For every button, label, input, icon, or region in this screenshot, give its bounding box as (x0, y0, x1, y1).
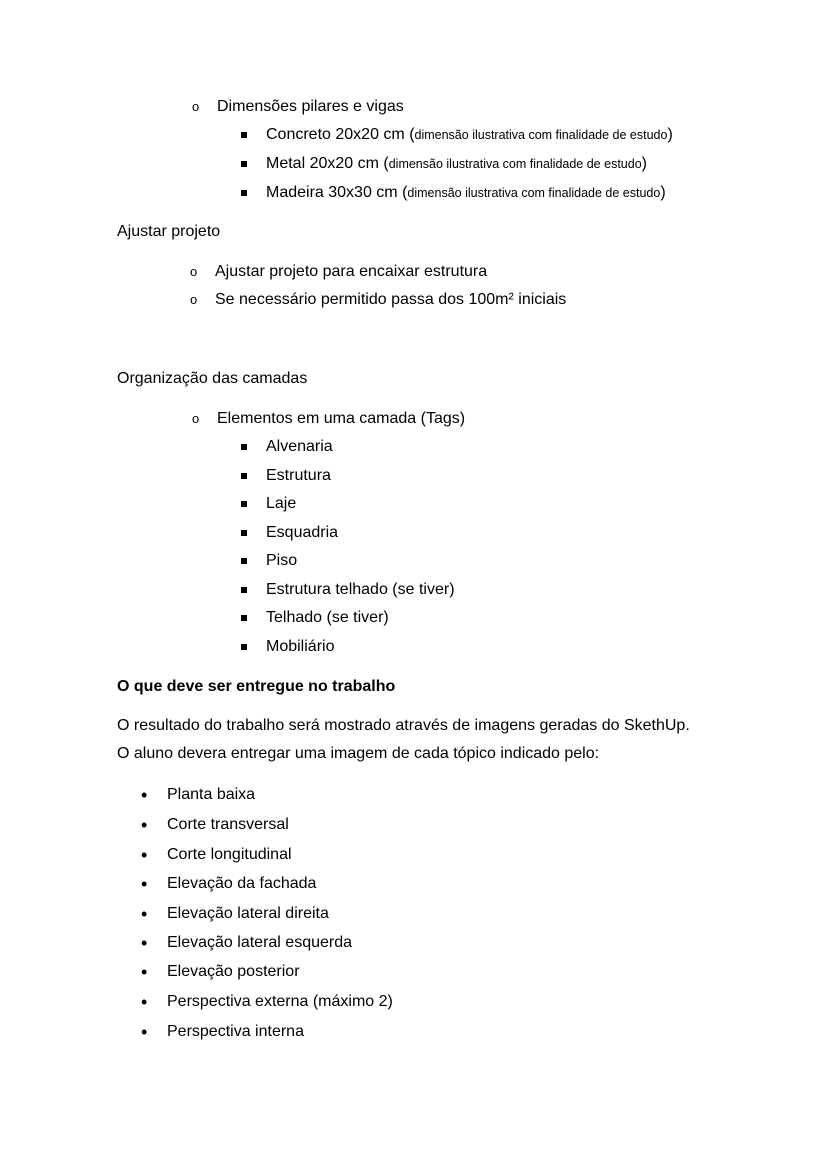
delivery-paragraph: O resultado do trabalho será mostrado através de imagens geradas do SkethUp. (117, 717, 690, 734)
dimension-item-metal (266, 154, 647, 174)
paren-open: ( (409, 126, 415, 143)
list-marker-circle: o (190, 292, 198, 307)
layers-title: Organização das camadas (117, 370, 308, 387)
layer-item: Mobiliário (266, 638, 335, 655)
delivery-title: O que deve ser entregue no trabalho (117, 678, 396, 695)
delivery-item: Elevação posterior (167, 963, 300, 980)
list-marker-dot: • (141, 845, 148, 865)
list-marker-square (241, 551, 247, 571)
layer-item: Telhado (se tiver) (266, 609, 389, 626)
list-marker-dot: • (141, 962, 148, 982)
delivery-paragraph: O aluno devera entregar uma imagem de cada tópico indicado pelo: (117, 745, 600, 762)
layer-item: Piso (266, 552, 298, 569)
delivery-item: Elevação lateral esquerda (167, 934, 353, 951)
list-marker-square (241, 580, 247, 600)
dimensions-heading: Dimensões pilares e vigas (217, 98, 404, 115)
dimension-item-note: dimensão ilustrativa com finalidade de estudo (407, 186, 661, 200)
dimension-item-main: Concreto 20x20 cm (266, 126, 405, 143)
delivery-item: Elevação da fachada (167, 875, 317, 892)
list-marker-dot: • (141, 874, 148, 894)
paren-close: ) (641, 155, 647, 172)
delivery-item: Planta baixa (167, 786, 256, 803)
layer-item: Estrutura telhado (se tiver) (266, 581, 455, 598)
list-marker-dot: • (141, 933, 148, 953)
list-marker-circle: o (192, 411, 200, 426)
delivery-item: Perspectiva interna (167, 1023, 304, 1040)
list-marker-dot: • (141, 785, 148, 805)
list-marker-dot: • (141, 1022, 148, 1042)
list-marker-dot: • (141, 992, 148, 1012)
list-marker-square (241, 523, 247, 543)
list-marker-square (241, 154, 247, 174)
dimension-item-madeira (266, 183, 666, 203)
list-marker-dot: • (141, 815, 148, 835)
delivery-item: Corte longitudinal (167, 846, 292, 863)
list-marker-square (241, 466, 247, 486)
layer-item: Estrutura (266, 467, 331, 484)
list-marker-square (241, 437, 247, 457)
paren-close: ) (660, 184, 666, 201)
list-marker-circle: o (192, 99, 200, 114)
list-marker-dot: • (141, 904, 148, 924)
dimension-item-note: dimensão ilustrativa com finalidade de estudo (414, 128, 668, 142)
list-marker-circle: o (190, 264, 198, 279)
list-marker-square (241, 608, 247, 628)
delivery-item: Elevação lateral direita (167, 905, 329, 922)
dimension-item-concreto (266, 125, 673, 145)
delivery-item: Perspectiva externa (máximo 2) (167, 993, 393, 1010)
dimension-item-main: Metal 20x20 cm (266, 155, 379, 172)
layer-item: Alvenaria (266, 438, 333, 455)
layers-heading: Elementos em uma camada (Tags) (217, 410, 466, 427)
list-marker-square (241, 125, 247, 145)
dimension-item-note: dimensão ilustrativa com finalidade de estudo (388, 157, 642, 171)
paren-open: ( (383, 155, 389, 172)
adjust-item: Se necessário permitido passa dos 100m² iniciais (215, 291, 567, 308)
list-marker-square (241, 494, 247, 514)
list-marker-square (241, 637, 247, 657)
layer-item: Esquadria (266, 524, 339, 541)
dimension-item-main: Madeira 30x30 cm (266, 184, 398, 201)
adjust-item: Ajustar projeto para encaixar estrutura (215, 263, 488, 280)
layer-item: Laje (266, 495, 297, 512)
delivery-item: Corte transversal (167, 816, 289, 833)
paren-close: ) (667, 126, 673, 143)
list-marker-square (241, 183, 247, 203)
adjust-title: Ajustar projeto (117, 223, 221, 240)
paren-open: ( (402, 184, 408, 201)
